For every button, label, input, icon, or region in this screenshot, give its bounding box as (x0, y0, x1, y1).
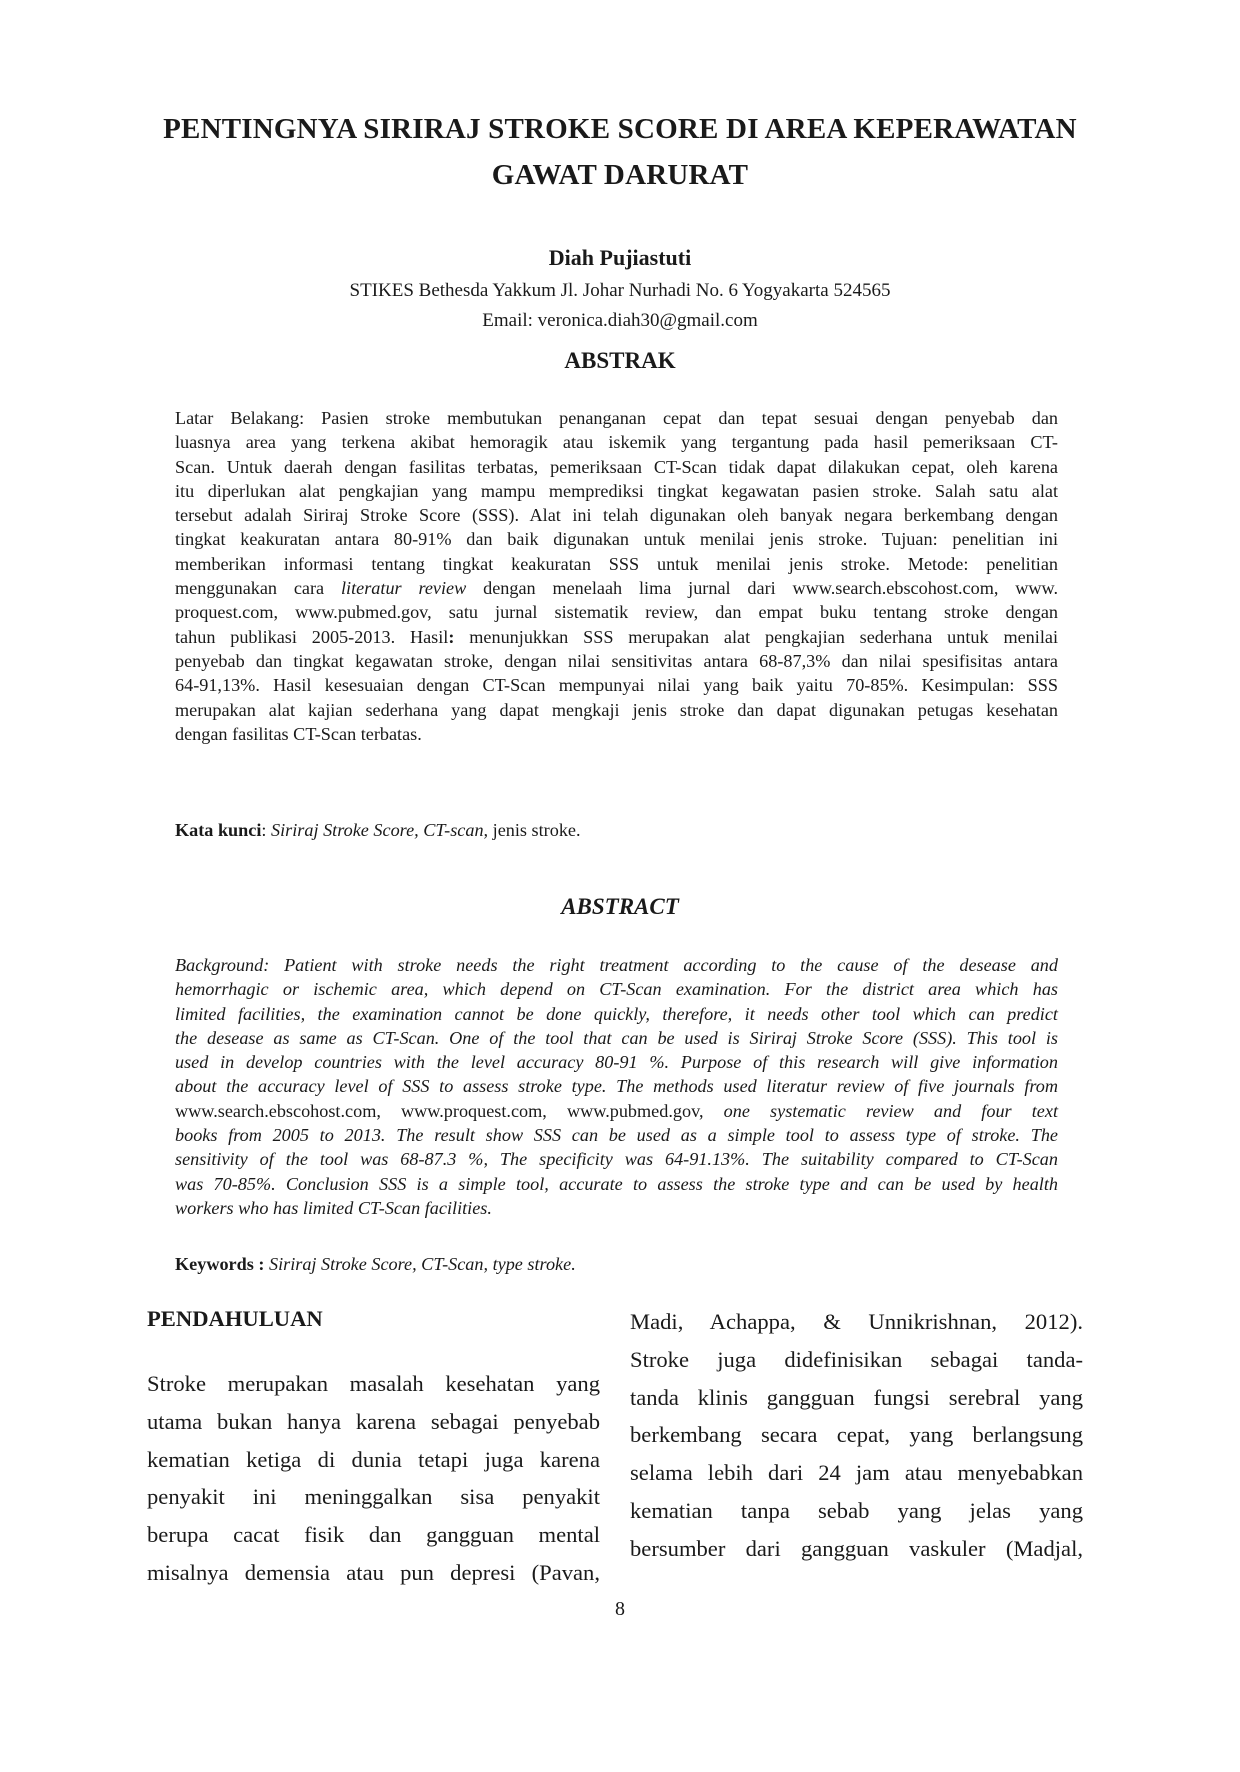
abstract-line-mixed (175, 1099, 1058, 1123)
abstrak-text: menggunakan cara (175, 578, 341, 599)
abstract-text: one systematic review and four text (703, 1100, 1058, 1121)
abstract-line: workers who has limited CT-Scan facilities. (175, 1197, 492, 1218)
kata-kunci-rest: jenis stroke. (488, 820, 581, 840)
pendahuluan-heading: PENDAHULUAN (147, 1306, 323, 1331)
abstrak-line: Latar Belakang: Pasien stroke membutukan penanganan cepat dan tepat sesuai dengan penyebab dan (175, 408, 1058, 428)
body-line: berupa cacat fisik dan gangguan mental (147, 1522, 600, 1548)
kata-kunci (175, 818, 1058, 842)
abstrak-text: dengan menelaah lima jurnal dari www.search.ebscohost.com, www. (483, 578, 1059, 599)
abstract-line: about the accuracy level of SSS to assess stroke type. The methods used literatur review of five journals from (175, 1076, 1058, 1097)
abstract-heading: ABSTRACT (561, 894, 679, 919)
abstrak-line-mixed (175, 576, 1058, 600)
body-column-right (630, 1303, 1083, 1568)
kata-kunci-label: Kata kunci (175, 820, 262, 840)
abstract-line: limited facilities, the examination cannot be done quickly, therefore, it needs other tool which can predict (175, 1003, 1058, 1024)
paper-title (100, 106, 1140, 198)
abstrak-line: Scan. Untuk daerah dengan fasilitas terbatas, pemeriksaan CT-Scan tidak dapat dilakukan cepat, oleh karena (175, 456, 1058, 477)
abstrak-text: tahun publikasi 2005-2013. Hasil (175, 626, 449, 647)
affiliation: STIKES Bethesda Yakkum Jl. Johar Nurhadi No. 6 Yogyakarta 524565 (349, 280, 891, 301)
abstrak-bold-colon: : (448, 626, 455, 647)
body-line: utama bukan hanya karena sebagai penyebab (147, 1408, 600, 1434)
body-line: tanda klinis gangguan fungsi serebral yang (630, 1384, 1083, 1410)
abstrak-heading: ABSTRAK (564, 348, 676, 373)
body-line: Stroke juga didefinisikan sebagai tanda- (630, 1346, 1083, 1372)
abstract-line: the desease as same as CT-Scan. One of the tool that can be used is Siriraj Stroke Score (SSS). This tool is (175, 1027, 1058, 1048)
abstract-line: used in develop countries with the level accuracy 80-91 %. Purpose of this research will give information (175, 1052, 1058, 1073)
body-line: kematian ketiga di dunia tetapi juga karena (147, 1446, 600, 1472)
kata-kunci-sep: : (261, 820, 272, 840)
abstrak-line: itu diperlukan alat pengkajian yang mampu memprediksi tingkat kegawatan pasien stroke. Salah satu alat (175, 480, 1058, 501)
title-line-2: GAWAT DARURAT (491, 159, 749, 191)
page-number: 8 (615, 1598, 625, 1620)
abstrak-line: luasnya area yang terkena akibat hemoragik atau iskemik yang tergantung pada hasil pemeriksaan CT- (175, 432, 1058, 453)
abstract-line: was 70-85%. Conclusion SSS is a simple tool, accurate to assess the stroke type and can be used by health (175, 1173, 1058, 1194)
body-line: bersumber dari gangguan vaskuler (Madjal, (630, 1535, 1083, 1561)
abstract-body (175, 953, 1058, 1220)
abstrak-line: tersebut adalah Siriraj Stroke Score (SSS). Alat ini telah digunakan oleh banyak negara berkembang dengan (175, 505, 1058, 526)
author-email: Email: veronica.diah30@gmail.com (482, 310, 758, 331)
body-line: penyakit ini meninggalkan sisa penyakit (147, 1484, 600, 1510)
kata-kunci-italic: Siriraj Stroke Score, CT-scan, (271, 820, 489, 840)
body-column-left (147, 1365, 600, 1592)
abstrak-line: dengan fasilitas CT-Scan terbatas. (175, 723, 422, 744)
keywords-italic: Siriraj Stroke Score, CT-Scan, type stroke. (264, 1254, 576, 1274)
abstrak-italic-phrase: literatur review (340, 578, 467, 599)
body-line: selama lebih dari 24 jam atau menyebabkan (630, 1460, 1083, 1486)
abstrak-line-mixed (175, 625, 1058, 649)
abstrak-text: menunjukkan SSS merupakan alat pengkajian sederhana untuk menilai (469, 626, 1058, 647)
body-line: Madi, Achappa, & Unnikrishnan, 2012). (630, 1309, 1083, 1334)
abstrak-body (175, 406, 1058, 746)
abstrak-line: 64-91,13%. Hasil kesesuaian dengan CT-Scan mempunyai nilai yang baik yaitu 70-85%. Kesimpulan: SSS (175, 675, 1058, 696)
abstract-line: books from 2005 to 2013. The result show SSS can be used as a simple tool to assess type of stroke. The (175, 1125, 1058, 1146)
abstrak-line: tingkat keakuratan antara 80-91% dan baik digunakan untuk menilai jenis stroke. Tujuan: penelitian ini (175, 529, 1058, 550)
keywords-label: Keywords : (175, 1254, 265, 1274)
author-name: Diah Pujiastuti (548, 245, 692, 270)
abstrak-line: proquest.com, www.pubmed.gov, satu jurnal sistematik review, dan empat buku tentang stroke dengan (175, 602, 1058, 623)
abstrak-line: memberikan informasi tentang tingkat keakuratan SSS untuk menilai jenis stroke. Metode: penelitian (175, 553, 1058, 574)
body-line: misalnya demensia atau pun depresi (Pavan, (147, 1559, 600, 1585)
body-line: Stroke merupakan masalah kesehatan yang (147, 1371, 600, 1396)
title-line-1: PENTINGNYA SIRIRAJ STROKE SCORE DI AREA KEPERAWATAN (163, 113, 1077, 145)
abstract-line: hemorrhagic or ischemic area, which depend on CT-Scan examination. For the district area which has (175, 979, 1058, 1000)
abstract-line: sensitivity of the tool was 68-87.3 %, The specificity was 64-91.13%. The suitability compared to CT-Scan (175, 1149, 1058, 1170)
abstract-line: Background: Patient with stroke needs the right treatment according to the cause of the desease and (175, 955, 1058, 975)
keywords (175, 1252, 1058, 1276)
body-line: kematian tanpa sebab yang jelas yang (630, 1497, 1083, 1523)
abstrak-line: merupakan alat kajian sederhana yang dapat mengkaji jenis stroke dan dapat digunakan petugas kesehatan (175, 699, 1058, 720)
abstract-urls: www.search.ebscohost.com, www.proquest.com, www.pubmed.gov, (175, 1100, 704, 1121)
author-affiliation-block (100, 276, 1140, 336)
abstrak-line: penyebab dan tingkat kegawatan stroke, dengan nilai sensitivitas antara 68-87,3% dan nilai spesifisitas antara (175, 650, 1058, 671)
body-line: berkembang secara cepat, yang berlangsung (630, 1422, 1083, 1448)
